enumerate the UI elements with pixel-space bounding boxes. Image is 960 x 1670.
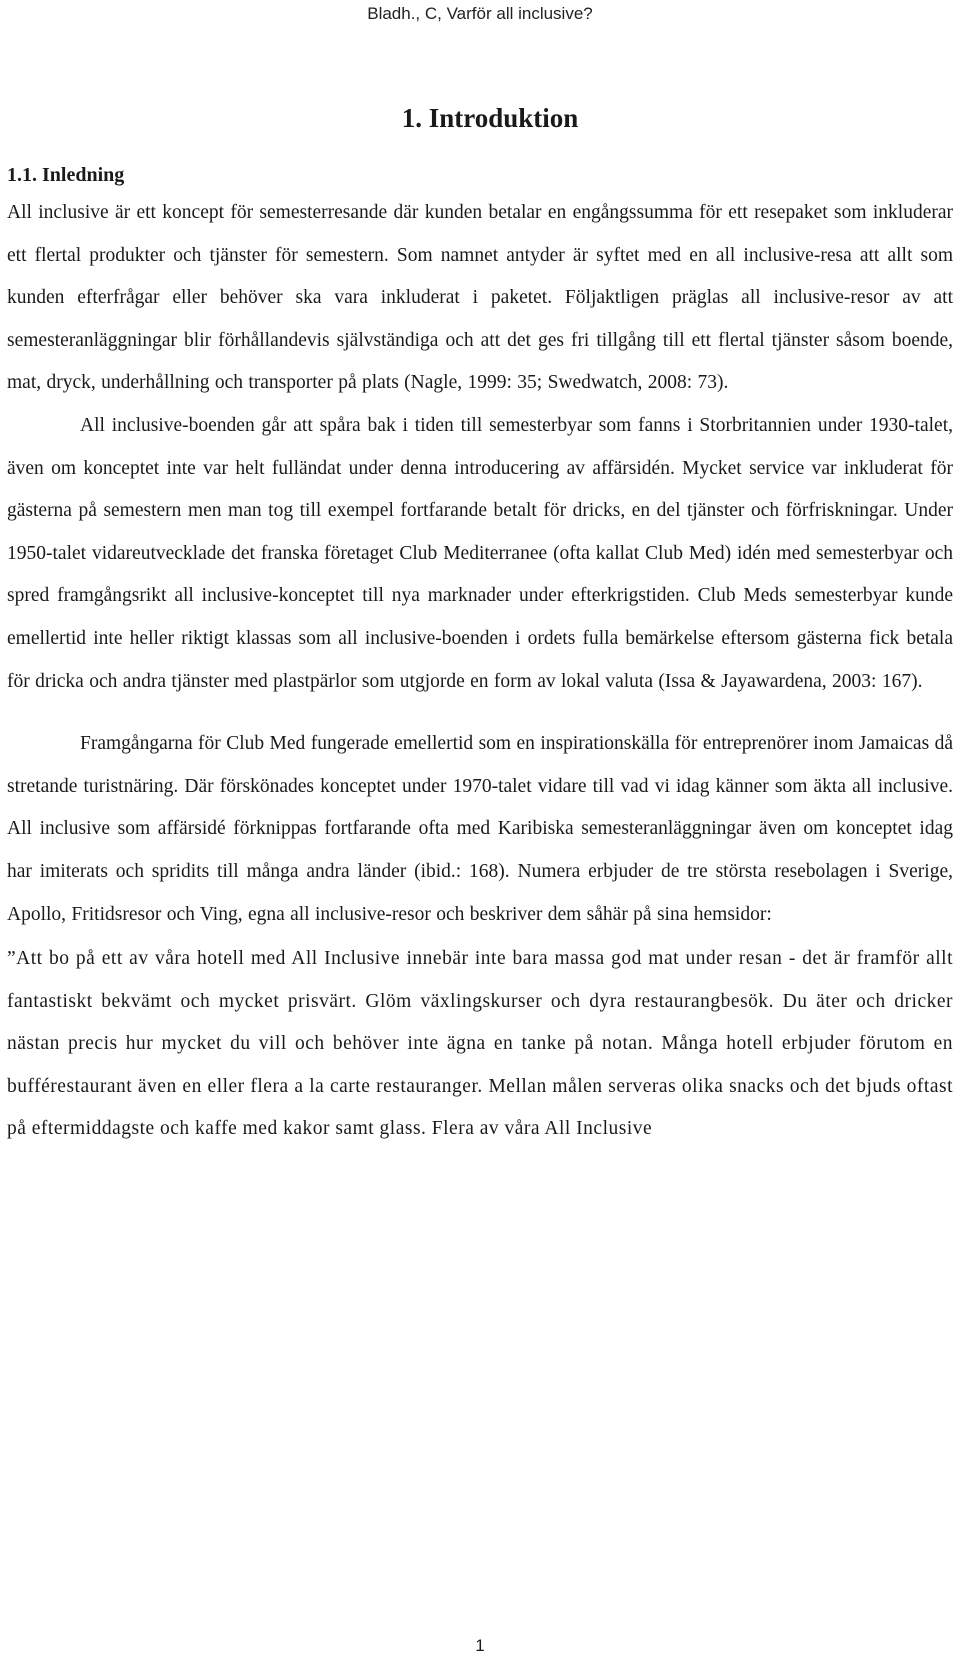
chapter-title: 1. Introduktion	[401, 103, 579, 133]
page-number: 1	[475, 1636, 485, 1655]
running-header: Bladh., C, Varför all inclusive?	[367, 4, 593, 23]
body-text	[7, 100, 953, 1151]
paragraph-2: All inclusive-boenden går att spåra bak i tiden till semesterbyar som fanns i Storbritannien under 1930-talet, även om konceptet inte var helt fulländat under denna introducering av affärsidén. Mycket service var inkluderat för gästerna på semestern men man tog till exempel fortfarande betalt för dricks, en del tjänster och förfriskningar. Under 1950-talet vidareutvecklade det franska företaget Club Mediterranee (ofta kallat Club Med) idén med semesterbyar och spred framgångsrikt all inclusive-konceptet till nya marknader under efterkrigstiden. Club Meds semesterbyar kunde emellertid inte heller riktigt klassas som all inclusive-boenden i ordets fulla bemärkelse eftersom gästerna fick betala för dricka och andra tjänster med plastpärlor som utgjorde en form av lokal valuta (Issa & Jayawardena, 2003: 167).	[7, 414, 953, 692]
paragraph-3: Framgångarna för Club Med fungerade emellertid som en inspirationskälla för entreprenörer inom Jamaicas då stretande turistnäring. Där förskönades konceptet under 1970-talet vidare till vad vi idag känner som äkta all inclusive. All inclusive som affärsidé förknippas fortfarande ofta med Karibiska semesteranläggningar även om konceptet idag har imiterats och spridits till många andra länder (ibid.: 168). Numera erbjuder de tre största resebolagen i Sverige, Apollo, Fritidsresor och Ving, egna all inclusive-resor och beskriver dem såhär på sina hemsidor:	[7, 733, 953, 925]
block-quote: ”Att bo på ett av våra hotell med All Inclusive innebär inte bara massa god mat under resan - det är framför allt fantastiskt bekvämt och mycket prisvärt. Glöm växlingskurser och dyra restaurangbesök. Du äter och dricker nästan precis hur mycket du vill och behöver inte ägna en tanke på notan. Många hotell erbjuder förutom en bufférestaurant även en eller flera a la carte restauranger. Mellan målen serveras olika snacks och det bjuds oftast på eftermiddagste och kaffe med kakor samt glass. Flera av våra All Inclusive	[7, 948, 953, 1140]
paragraph-1: All inclusive är ett koncept för semesterresande där kunden betalar en engångssumma för ett resepaket som inkluderar ett flertal produkter och tjänster för semestern. Som namnet antyder är syftet med en all inclusive-resa att allt som kunden efterfrågar eller behöver ska vara inkluderat i paketet. Följaktligen präglas all inclusive-resor av att semesteranläggningar blir förhållandevis självständiga och att det ges fri tillgång till ett flertal tjänster såsom boende, mat, dryck, underhållning och transporter på plats (Nagle, 1999: 35; Swedwatch, 2008: 73).	[7, 202, 953, 394]
section-heading: 1.1. Inledning	[7, 164, 125, 186]
